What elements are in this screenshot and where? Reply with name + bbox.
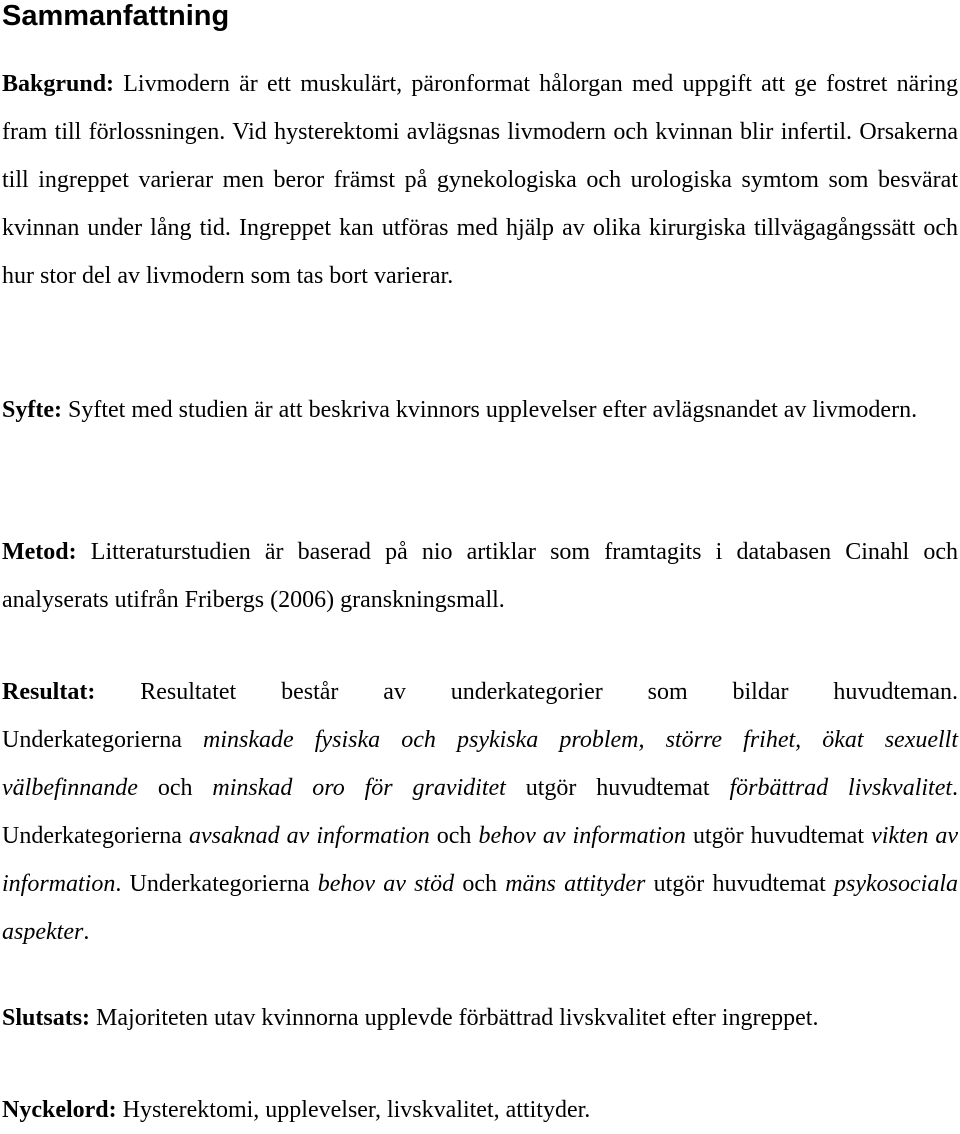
- section-text-syfte: Syftet med studien är att beskriva kvinnors upplevelser efter avlägsnandet av livmodern.: [67, 397, 918, 423]
- resultat-text: och: [436, 823, 472, 849]
- section-text-metod: Litteraturstudien är baserad på nio artiklar som framtagits i databasen Cinahl och analyserats utifrån Fribergs (2006) granskningsmall.: [2, 539, 958, 613]
- resultat-main-theme: psykosociala aspekter: [2, 871, 959, 945]
- section-label-bakgrund: Bakgrund:: [2, 71, 115, 97]
- resultat-text: och: [462, 871, 497, 897]
- resultat-main-theme: förbättrad livskvalitet: [729, 775, 953, 801]
- resultat-text: utgör huvudtemat: [653, 871, 826, 897]
- resultat-subcategory: avsaknad av information: [188, 823, 430, 849]
- section-text-nyckelord: Hysterektomi, upplevelser, livskvalitet, attityder.: [122, 1097, 591, 1123]
- resultat-main-theme: vikten av information: [2, 823, 959, 897]
- section-bakgrund: [2, 60, 958, 300]
- resultat-text: och: [157, 775, 193, 801]
- section-resultat: [2, 668, 958, 956]
- section-label-resultat: Resultat:: [2, 679, 96, 705]
- resultat-text: utgör huvudtemat: [692, 823, 864, 849]
- resultat-subcategory: minskad oro för graviditet: [212, 775, 506, 801]
- resultat-subcategory: behov av stöd: [317, 871, 455, 897]
- section-text-slutsats: Majoriteten utav kvinnorna upplevde förbättrad livskvalitet efter ingreppet.: [96, 1005, 819, 1031]
- section-label-syfte: Syfte:: [2, 397, 62, 423]
- page-title: Sammanfattning: [2, 0, 230, 32]
- section-metod: [2, 528, 958, 624]
- resultat-subcategory: behov av information: [478, 823, 686, 849]
- resultat-text: . Underkategorierna: [115, 871, 310, 897]
- resultat-intro-text: Resultatet består av underkategorier som bildar huvudteman.: [140, 679, 959, 705]
- section-nyckelord: [2, 1086, 958, 1134]
- resultat-text: Underkategorierna: [2, 727, 182, 753]
- section-label-nyckelord: Nyckelord:: [2, 1097, 117, 1123]
- section-text-bakgrund: Livmodern är ett muskulärt, päronformat hålorgan med uppgift att ge fostret näring fram till förlossningen. Vid hysterektomi avlägsnas livmodern och kvinnan blir infertil. Orsakerna till ingreppet varierar men beror främst på gynekologiska och urologiska symtom som besvärat kvinnan under lång tid. Ingreppet kan utföras med hjälp av olika kirurgiska tillvägagångssätt och hur stor del av livmodern som tas bort varierar.: [2, 71, 958, 289]
- section-label-slutsats: Slutsats:: [2, 1005, 91, 1031]
- section-syfte: [2, 386, 958, 434]
- resultat-text: . Underkategorierna: [2, 775, 959, 849]
- resultat-text: utgör huvudtemat: [525, 775, 710, 801]
- resultat-subcategory: mäns attityder: [505, 871, 646, 897]
- resultat-subcategory: minskade fysiska och psykiska problem, större frihet, ökat sexuellt välbefinnande: [2, 727, 959, 801]
- section-label-metod: Metod:: [2, 539, 77, 565]
- section-slutsats: [2, 994, 958, 1042]
- resultat-body: [2, 716, 958, 956]
- resultat-text: .: [83, 919, 90, 945]
- resultat-first-line: [2, 668, 958, 716]
